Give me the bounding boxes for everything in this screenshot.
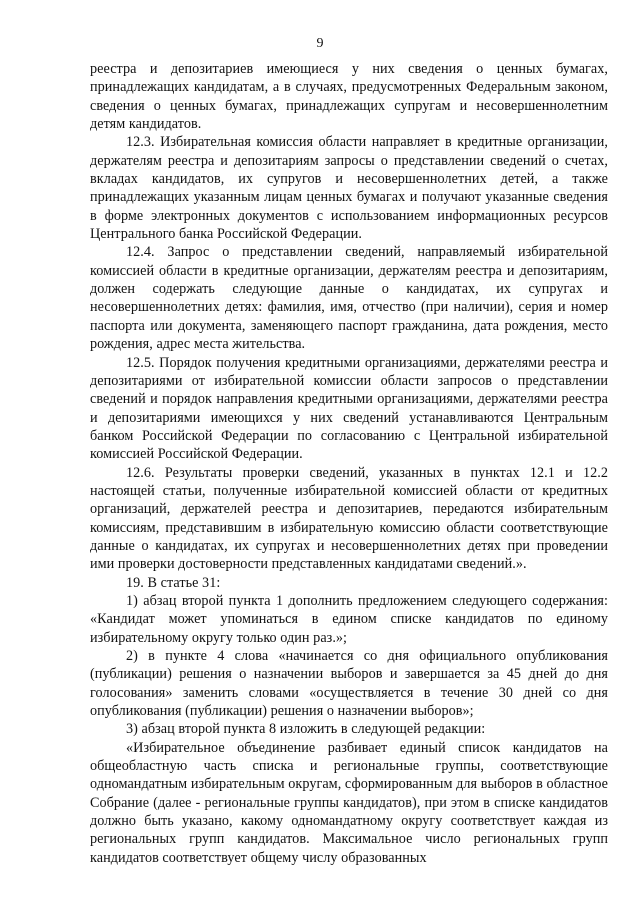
paragraph-subitem-1: 1) абзац второй пункта 1 дополнить предложением следующего содержания: «Кандидат может упоминаться в едином списке кандидатов по единому избирательному округу только один раз.»; xyxy=(90,592,608,646)
paragraph-subitem-2: 2) в пункте 4 слова «начинается со дня официального опубликования (публикации) решения о назначении выборов и завершается за 45 дней до дня голосования» заменить словами «осуществляется в течение 30 дней со дня опубликования (публикации) решения о назначении выборов»; xyxy=(90,648,608,720)
paragraph-12-3: 12.3. Избирательная комиссия области направляет в кредитные организации, держателям реестра и депозитариям запросы о представлении сведений о счетах, вкладах кандидатов, их супругов и несовершеннолетних детей, а также принадлежащих указанным лицам ценных бумагах и получают указанные сведения в форме электронных документов с использованием информационных ресурсов Центрального банка Российской Федерации. xyxy=(90,134,608,243)
paragraph-12-4: 12.4. Запрос о представлении сведений, направляемый избирательной комиссией области в кредитные организации, держателям реестра и депозитариям, должен содержать следующие данные о кандидатах, их супругах и несовершеннолетних детях: фамилия, имя, отчество (при наличии), серия и номер паспорта или документа, заменяющего паспорт гражданина, дата рождения, место рождения, адрес места жительства. xyxy=(90,244,608,353)
page-number: 9 xyxy=(316,36,324,51)
paragraph-12-5: 12.5. Порядок получения кредитными организациями, держателями реестра и депозитариями от избирательной комиссии области запросов о представлении сведений и порядок направления кредитными организациями, держателями реестра и депозитариями имеющихся у них сведений устанавливаются Центральным банком Российской Федерации по согласованию с Центральной избирательной комиссией Российской Федерации. xyxy=(90,354,608,463)
paragraph-item-19: 19. В статье 31: xyxy=(126,574,221,591)
paragraph-subitem-3: 3) абзац второй пункта 8 изложить в следующей редакции: xyxy=(126,721,486,738)
paragraph-continuation: реестра и депозитариев имеющиеся у них сведения о ценных бумагах, принадлежащих кандидатам, а в случаях, предусмотренных Федеральным законом, сведения о ценных бумагах, принадлежащих супругам и несовершеннолетним детям кандидатов. xyxy=(90,61,608,133)
paragraph-quoted-text: «Избирательное объединение разбивает единый список кандидатов на общеобластную часть списка и региональные группы, соответствующие одномандатным избирательным округам, сформированным для выборов в областное Собрание (далее - региональные группы кандидатов), при этом в списке кандидатов должно быть указано, какому одномандатному округу соответствует каждая из региональных групп кандидатов. Максимальное число региональных групп кандидатов соответствует общему числу образованных xyxy=(90,739,608,866)
paragraph-12-6: 12.6. Результаты проверки сведений, указанных в пунктах 12.1 и 12.2 настоящей статьи, полученные избирательной комиссией области от кредитных организаций, держателей реестра и депозитариев, передаются избирательным комиссиям, представившим в избирательную комиссию области соответствующие данные о кандидатах, их супругах и несовершеннолетних детях при проведении ими проверки достоверности представленных кандидатами сведений.». xyxy=(90,464,608,573)
document-body xyxy=(90,60,608,867)
